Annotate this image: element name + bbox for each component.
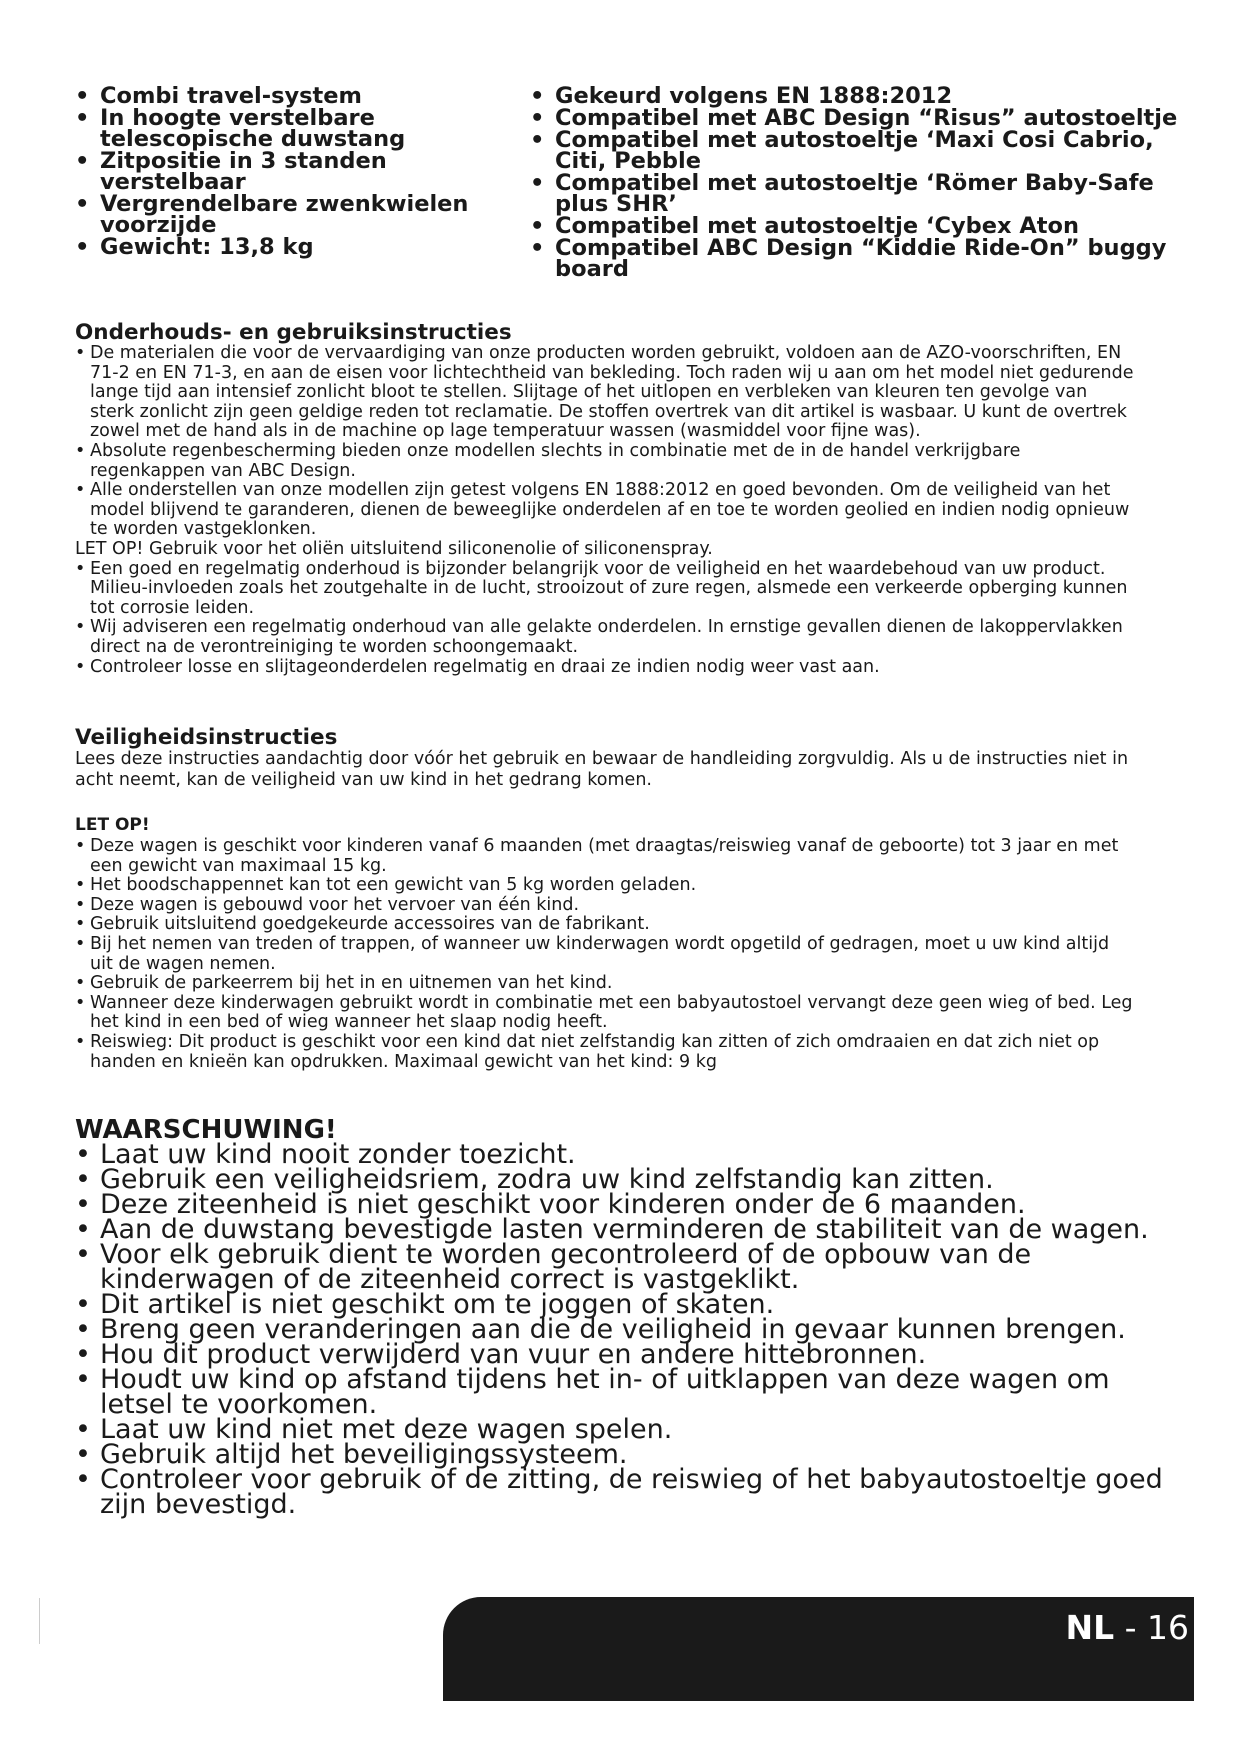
- list-item: • Bij het nemen van treden of trappen, of wanneer uw kinderwagen wordt opgetild of gedragen, moet u uw kind altijd uit de wagen nemen.: [75, 933, 1110, 974]
- warning-item: • Gebruik een veiligheidsriem, zodra uw kind zelfstandig kan zitten.: [75, 1164, 994, 1195]
- note-text: LET OP! Gebruik voor het oliën uitsluitend siliconenolie of siliconenspray.: [75, 538, 713, 559]
- maintenance-section: [75, 322, 1135, 677]
- feature-item: • Gewicht: 13,8 kg: [75, 234, 314, 260]
- list-item: • Wanneer deze kinderwagen gebruikt wordt in combinatie met een babyautostoel vervangt deze geen wieg of bed. Leg het kind in een bed of wieg wanneer het slaap nodig heeft.: [75, 992, 1133, 1033]
- bullet-icon: •: [530, 235, 545, 261]
- warning-item: • Gebruik altijd het beveiligingssysteem.: [75, 1439, 628, 1470]
- bullet-icon: •: [75, 617, 86, 638]
- bullet-icon: •: [75, 656, 86, 677]
- letop-section: [75, 815, 1135, 1072]
- bullet-icon: •: [75, 148, 90, 174]
- bullet-icon: •: [75, 1364, 91, 1395]
- warning-item: • Deze ziteenheid is niet geschikt voor kinderen onder de 6 maanden.: [75, 1189, 1026, 1220]
- bullet-icon: •: [75, 894, 86, 915]
- warning-item: • Voor elk gebruik dient te worden gecontroleerd of de opbouw van de kinderwagen of de ziteenheid correct is vastgeklikt.: [75, 1239, 1032, 1295]
- bullet-icon: •: [75, 836, 86, 856]
- list-item: • Wij adviseren een regelmatig onderhoud van alle gelakte onderdelen. In ernstige gevallen dienen de lakoppervlakken direct na de verontreiniging te worden schoongemaakt.: [75, 617, 1123, 657]
- list-item: • Het boodschappennet kan tot een gewicht van 5 kg worden geladen.: [75, 875, 697, 896]
- page-number: [1065, 1608, 1189, 1648]
- bullet-icon: •: [75, 1214, 91, 1245]
- warning-item: • Laat uw kind niet met deze wagen spelen.: [75, 1414, 673, 1445]
- bullet-icon: •: [75, 1464, 91, 1495]
- bullet-icon: •: [75, 234, 90, 260]
- bullet-icon: •: [75, 343, 86, 363]
- bullet-icon: •: [530, 105, 545, 131]
- list-item: • Een goed en regelmatig onderhoud is bijzonder belangrijk voor de veiligheid en het waardebehoud van uw product. Milieu-invloeden zoals het zoutgehalte in de lucht, strooizout of zure regen, alsmede een verkeerde opberging kunnen tot corrosie leiden.: [75, 558, 1128, 618]
- feature-item: • Gekeurd volgens EN 1888:2012: [530, 83, 953, 109]
- bullet-icon: •: [75, 1289, 91, 1320]
- maintenance-list: [75, 344, 1135, 677]
- bullet-icon: •: [530, 170, 545, 196]
- bullet-icon: •: [75, 558, 86, 579]
- safety-intro: Lees deze instructies aandachtig door vóór het gebruik en bewaar de handleiding zorgvuldig. Als u de instructies niet in acht neemt, kan de veiligheid van uw kind in het gedrang komen.: [75, 749, 1129, 790]
- bullet-icon: •: [75, 83, 90, 109]
- bullet-icon: •: [75, 1239, 91, 1270]
- list-item: • Gebruik uitsluitend goedgekeurde accessoires van de fabrikant.: [75, 914, 650, 935]
- feature-item: • Compatibel met autostoeltje ‘Cybex Aton: [530, 213, 1080, 239]
- bullet-icon: •: [75, 191, 90, 217]
- list-item: • Gebruik de parkeerrem bij het in en uitnemen van het kind.: [75, 973, 613, 994]
- bullet-icon: •: [75, 1189, 91, 1220]
- feature-item: • In hoogte verstelbare telescopische duwstang: [75, 105, 406, 152]
- bullet-icon: •: [530, 213, 545, 239]
- feature-lists: [75, 83, 1185, 282]
- bullet-icon: •: [75, 1031, 86, 1052]
- feature-item: • Combi travel-system: [75, 83, 362, 109]
- list-item: • Alle onderstellen van onze modellen zijn getest volgens EN 1888:2012 en goed bevonden. Om de veiligheid van het model blijvend te garanderen, dienen de beweeglijke onderdelen af en toe te worden geolied en indien nodig opnieuw te worden vastgeklonken. LET OP! Gebruik voor het oliën uitsluitend siliconenolie of siliconenspray.: [75, 481, 1135, 559]
- page-number-value: 16: [1147, 1608, 1189, 1647]
- warning-item: • Laat uw kind nooit zonder toezicht.: [75, 1139, 576, 1170]
- warning-item: • Aan de duwstang bevestigde lasten verminderen de stabiliteit van de wagen.: [75, 1214, 1149, 1245]
- feature-list-left: [75, 83, 530, 281]
- list-item: • Absolute regenbescherming bieden onze modellen slechts in combinatie met de in de handel verkrijgbare regenkappen van ABC Design.: [75, 440, 1021, 481]
- feature-item: • Vergrendelbare zwenkwielen voorzijde: [75, 191, 469, 238]
- bullet-icon: •: [530, 83, 545, 109]
- section-title: Veiligheidsinstructies: [75, 725, 338, 750]
- safety-section: [75, 727, 1135, 791]
- bullet-icon: •: [75, 1139, 91, 1170]
- feature-item: • Compatibel met autostoeltje ‘Römer Baby-Safe plus SHR’: [530, 170, 1154, 217]
- feature-item: • Compatibel met autostoeltje ‘Maxi Cosi Cabrio, Citi, Pebble: [530, 127, 1154, 174]
- warning-item: • Controleer voor gebruik of de zitting, de reiswieg of het babyautostoeltje goed zijn bevestigd.: [75, 1464, 1163, 1520]
- bullet-icon: •: [75, 914, 86, 935]
- footer-divider: [39, 1598, 40, 1644]
- list-item: • Deze wagen is geschikt voor kinderen vanaf 6 maanden (met draagtas/reiswieg vanaf de geboorte) tot 3 jaar en met een gewicht van maximaal 15 kg.: [75, 836, 1119, 876]
- list-item: • Reiswieg: Dit product is geschikt voor een kind dat niet zelfstandig kan zitten of zich omdraaien en dat zich niet op handen en knieën kan opdrukken. Maximaal gewicht van het kind: 9 kg: [75, 1031, 1100, 1072]
- bullet-icon: •: [75, 992, 86, 1013]
- language-code: NL: [1065, 1608, 1115, 1647]
- feature-list-right: [530, 83, 1185, 282]
- bullet-icon: •: [75, 1339, 91, 1370]
- warning-list: [75, 1139, 1165, 1520]
- list-item: • Deze wagen is gebouwd voor het vervoer van één kind.: [75, 894, 580, 915]
- bullet-icon: •: [75, 1314, 91, 1345]
- warning-item: • Dit artikel is niet geschikt om te joggen of skaten.: [75, 1289, 775, 1320]
- bullet-icon: •: [530, 127, 545, 153]
- bullet-icon: •: [75, 1439, 91, 1470]
- bullet-icon: •: [75, 875, 86, 896]
- page-separator: -: [1114, 1608, 1147, 1647]
- warning-item: • Houdt uw kind op afstand tijdens het in- of uitklappen van deze wagen om letsel te voorkomen.: [75, 1364, 1110, 1420]
- bullet-icon: •: [75, 1414, 91, 1445]
- list-item: • De materialen die voor de vervaardiging van onze producten worden gebruikt, voldoen aan de AZO-voorschriften, EN 71-2 en EN 71-3, en aan de eisen voor lichtechtheid van bekleding. Toch raden wij u aan om het model niet gedurende lange tijd aan intensief zonlicht bloot te stellen. Slijtage of het uitlopen en verbleken van kleuren ten gevolge van sterk zonlicht zijn geen geldige reden tot reclamatie. De stoffen overtrek van dit artikel is wasbaar. U kunt de overtrek zowel met de hand als in de machine op lage temperatuur wassen (wasmiddel voor fijne was).: [75, 343, 1134, 442]
- letop-list: [75, 837, 1135, 1072]
- section-title: Onderhouds- en gebruiksinstructies: [75, 320, 512, 345]
- section-subtitle: LET OP!: [75, 815, 150, 835]
- feature-item: • Compatibel met ABC Design “Risus” autostoeltje: [530, 105, 1178, 131]
- bullet-icon: •: [75, 105, 90, 131]
- feature-item: • Compatibel ABC Design “Kiddie Ride-On” buggy board: [530, 235, 1167, 282]
- bullet-icon: •: [75, 973, 86, 994]
- list-item: • Controleer losse en slijtageonderdelen regelmatig en draai ze indien nodig weer vast aan.: [75, 656, 880, 677]
- warning-title: WAARSCHUWING!: [75, 1115, 337, 1145]
- bullet-icon: •: [75, 1164, 91, 1195]
- warning-section: [75, 1115, 1165, 1520]
- warning-item: • Breng geen veranderingen aan die de veiligheid in gevaar kunnen brengen.: [75, 1314, 1126, 1345]
- bullet-icon: •: [75, 480, 86, 501]
- bullet-icon: •: [75, 933, 86, 954]
- feature-item: • Zitpositie in 3 standen verstelbaar: [75, 148, 387, 195]
- bullet-icon: •: [75, 440, 86, 461]
- warning-item: • Hou dit product verwijderd van vuur en andere hittebronnen.: [75, 1339, 927, 1370]
